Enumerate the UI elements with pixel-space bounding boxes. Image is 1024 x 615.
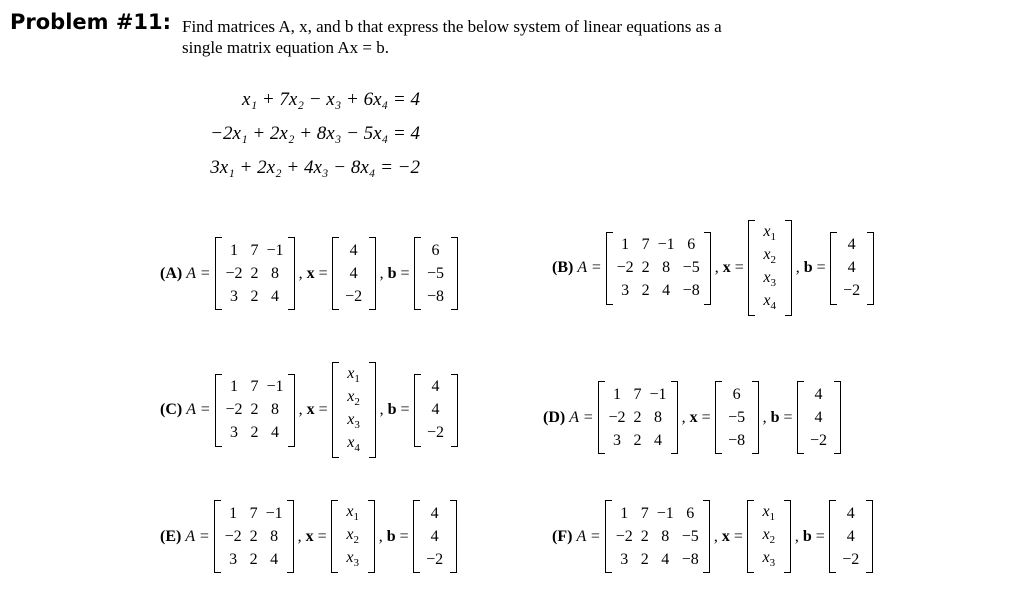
- matrix-entry-text: 1: [620, 504, 629, 522]
- matrix-cell: [679, 234, 704, 257]
- matrix-entry-text: 4: [430, 527, 439, 545]
- matrix-cell: [247, 422, 263, 445]
- matrix-entry-text: −8: [681, 550, 699, 568]
- matrix-entry-text: 2: [640, 527, 649, 545]
- vector-x: [747, 500, 791, 573]
- vector-x: [715, 381, 759, 454]
- comma: ,: [379, 401, 384, 418]
- matrix-entry-text: 1: [621, 236, 630, 253]
- matrix-cell: [263, 285, 288, 308]
- b-symbol: b: [803, 259, 813, 276]
- matrix-cell: [222, 285, 247, 308]
- matrix-entry-text: 8: [661, 527, 670, 545]
- matrix-entry-text: 2: [633, 408, 642, 426]
- matrix-entry-text: −2: [810, 431, 828, 449]
- matrix-cell: [246, 548, 262, 571]
- matrix-a-label: A =: [577, 259, 602, 276]
- matrix-entry-text: −1: [657, 236, 675, 253]
- comma: ,: [762, 408, 767, 426]
- equals-sign: =: [816, 259, 826, 276]
- matrix-entry-text: 2: [640, 550, 649, 568]
- matrix-a: [606, 232, 711, 305]
- matrix-entry-text: 2: [633, 431, 642, 449]
- comma: ,: [794, 527, 799, 545]
- variable-entry: $x_3$: [346, 549, 359, 570]
- vector-cell: [754, 525, 784, 548]
- vector-cell: [421, 262, 451, 285]
- vector-cell: [338, 548, 368, 571]
- matrix-entry-text: 8: [271, 264, 280, 282]
- vector-cell: [421, 285, 451, 308]
- matrix-entry-text: 4: [814, 408, 823, 426]
- matrix-entry-text: −8: [682, 282, 700, 299]
- option-label: (F): [552, 527, 573, 545]
- matrix-entry-text: −1: [266, 241, 284, 259]
- b-symbol: b: [387, 264, 397, 282]
- matrix-cell: [612, 525, 637, 548]
- matrix-cell: [646, 406, 671, 429]
- matrix-entry-text: −2: [615, 527, 633, 545]
- matrix-cell: [613, 234, 638, 257]
- matrix-entry-text: 7: [641, 236, 650, 253]
- matrix-a-label: A =: [569, 408, 594, 426]
- matrix-cell: [246, 525, 262, 548]
- x-symbol: x: [306, 264, 315, 282]
- matrix-a-label: A =: [576, 527, 601, 545]
- matrix-cell: [222, 239, 247, 262]
- problem-prompt: [182, 16, 722, 58]
- matrix-entry-text: 4: [654, 431, 663, 449]
- equals-sign: =: [701, 408, 711, 426]
- option-a[interactable]: [160, 237, 458, 310]
- matrix-entry-text: 2: [250, 424, 259, 441]
- option-d[interactable]: [543, 381, 841, 454]
- matrix-entry-text: 4: [349, 264, 358, 282]
- matrix-entry-text: 3: [230, 287, 239, 305]
- matrix-entry-text: 2: [249, 527, 258, 545]
- vector-cell: [722, 429, 752, 452]
- matrix-cell: [263, 376, 288, 399]
- vector-b: [414, 374, 458, 447]
- matrix-cell: [654, 234, 679, 257]
- matrix-cell: [247, 262, 263, 285]
- matrix-cell: [653, 548, 678, 571]
- matrix-entry-text: −5: [728, 408, 746, 426]
- matrix-entry-text: 2: [641, 282, 650, 299]
- matrix-entry-text: −2: [427, 424, 445, 441]
- vector-cell: [421, 399, 451, 422]
- matrix-cell: [222, 422, 247, 445]
- option-label: (A): [160, 264, 183, 282]
- matrix-cell: [678, 525, 703, 548]
- matrix-entry-text: 7: [640, 504, 649, 522]
- comma: ,: [714, 259, 719, 276]
- vector-cell: [837, 257, 867, 280]
- vector-cell: [836, 525, 866, 548]
- option-f[interactable]: [552, 500, 873, 573]
- matrix-cell: [247, 399, 263, 422]
- matrix-entry-text: 4: [271, 424, 280, 441]
- vector-x: [332, 362, 376, 458]
- matrix-entry-text: 4: [846, 504, 855, 522]
- matrix-cell: [654, 280, 679, 303]
- matrix-entry-text: 4: [271, 287, 280, 305]
- matrix-entry-text: −1: [656, 504, 674, 522]
- matrix-cell: [247, 239, 263, 262]
- matrix-cell: [222, 262, 247, 285]
- x-symbol: x: [305, 527, 314, 545]
- matrix-cell: [678, 548, 703, 571]
- vector-cell: [339, 239, 369, 262]
- vector-cell: [420, 502, 450, 525]
- vector-cell: [339, 433, 369, 456]
- vector-b: [830, 232, 874, 305]
- equation-system: [190, 86, 420, 188]
- matrix-cell: [263, 399, 288, 422]
- matrix-entry-text: −2: [225, 264, 243, 282]
- matrix-a-label: A =: [185, 527, 210, 545]
- prompt-line-2: single matrix equation Ax = b.: [182, 38, 389, 57]
- vector-cell: [421, 239, 451, 262]
- vector-b: [829, 500, 873, 573]
- matrix-entry-text: 4: [847, 236, 856, 253]
- vector-cell: [836, 548, 866, 571]
- option-label: (D): [543, 408, 566, 426]
- equals-sign: =: [400, 264, 410, 282]
- option-c[interactable]: [160, 362, 458, 458]
- vector-x: [748, 220, 792, 316]
- matrix-entry-text: 4: [431, 378, 440, 395]
- x-symbol: x: [689, 408, 698, 426]
- matrix-cell: [637, 525, 653, 548]
- variable-entry: $x_3$: [347, 411, 360, 432]
- matrix-cell: [638, 280, 654, 303]
- equals-sign: =: [317, 527, 327, 545]
- comma: ,: [713, 527, 718, 545]
- matrix-cell: [263, 239, 288, 262]
- matrix-entry-text: −8: [427, 287, 445, 305]
- variable-entry: $x_1$: [346, 503, 359, 524]
- comma: ,: [378, 527, 383, 545]
- matrix-entry-text: −2: [345, 287, 363, 305]
- vector-cell: [837, 234, 867, 257]
- matrix-cell: [222, 399, 247, 422]
- matrix-cell: [612, 548, 637, 571]
- matrix-cell: [221, 502, 246, 525]
- variable-entry: $x_1$: [347, 365, 360, 386]
- matrix-entry-text: 4: [270, 550, 279, 568]
- matrix-entry-text: 1: [230, 378, 239, 395]
- matrix-entry-text: 1: [613, 385, 622, 403]
- matrix-entry-text: −8: [728, 431, 746, 449]
- matrix-entry-text: −2: [608, 408, 626, 426]
- matrix-cell: [262, 548, 287, 571]
- matrix-entry-text: 3: [621, 282, 630, 299]
- matrix-cell: [605, 406, 630, 429]
- vector-cell: [420, 548, 450, 571]
- matrix-entry-text: 4: [661, 550, 670, 568]
- vector-cell: [755, 222, 785, 245]
- variable-entry: $x_1$: [762, 503, 776, 524]
- vector-cell: [420, 525, 450, 548]
- matrix-cell: [646, 383, 671, 406]
- matrix-entry-text: 8: [270, 527, 279, 545]
- matrix-cell: [612, 502, 637, 525]
- matrix-cell: [262, 525, 287, 548]
- vector-cell: [754, 548, 784, 571]
- matrix-entry-text: 7: [250, 378, 259, 395]
- matrix-entry-text: 6: [431, 241, 440, 259]
- equals-sign: =: [318, 401, 328, 418]
- x-symbol: x: [721, 527, 730, 545]
- equals-sign: =: [400, 401, 410, 418]
- matrix-cell: [613, 280, 638, 303]
- matrix-entry-text: 3: [613, 431, 622, 449]
- matrix-cell: [630, 383, 646, 406]
- vector-b: [413, 500, 457, 573]
- matrix-entry-text: 4: [814, 385, 823, 403]
- matrix-cell: [630, 406, 646, 429]
- vector-cell: [339, 262, 369, 285]
- matrix-cell: [263, 422, 288, 445]
- matrix-a: [215, 237, 295, 310]
- vector-cell: [421, 376, 451, 399]
- matrix-entry-text: −2: [225, 401, 243, 418]
- matrix-entry-text: 3: [230, 424, 239, 441]
- b-symbol: b: [386, 527, 396, 545]
- matrix-a: [214, 500, 294, 573]
- vector-cell: [836, 502, 866, 525]
- vector-cell: [804, 429, 834, 452]
- vector-cell: [722, 406, 752, 429]
- matrix-entry-text: 8: [662, 259, 671, 276]
- x-symbol: x: [306, 401, 315, 418]
- matrix-cell: [605, 383, 630, 406]
- matrix-entry-text: 4: [662, 282, 671, 299]
- variable-entry: $x_4$: [763, 292, 777, 313]
- matrix-cell: [679, 257, 704, 280]
- matrix-entry-text: 8: [654, 408, 663, 426]
- vector-cell: [339, 410, 369, 433]
- matrix-entry-text: −2: [426, 550, 444, 568]
- comma: ,: [297, 527, 302, 545]
- matrix-entry-text: 2: [250, 401, 259, 418]
- vector-cell: [755, 291, 785, 314]
- matrix-entry-text: 6: [687, 236, 696, 253]
- variable-entry: $x_3$: [762, 549, 776, 570]
- matrix-entry-text: −2: [843, 282, 861, 299]
- comma: ,: [298, 264, 303, 282]
- matrix-entry-text: 4: [847, 259, 856, 276]
- matrix-cell: [646, 429, 671, 452]
- b-symbol: b: [802, 527, 812, 545]
- equals-sign: =: [734, 259, 744, 276]
- matrix-entry-text: −1: [265, 504, 283, 522]
- matrix-entry-text: −5: [427, 264, 445, 282]
- b-symbol: b: [770, 408, 780, 426]
- equation-2: −2x₁ + 2x₂ + 8x₃ − 5x₄ = 4: [210, 123, 420, 144]
- matrix-entry-text: 2: [641, 259, 650, 276]
- equation-1: x₁ + 7x₂ − x₃ + 6x₄ = 4: [242, 89, 420, 110]
- comma: ,: [379, 264, 384, 282]
- matrix-cell: [630, 429, 646, 452]
- vector-cell: [338, 502, 368, 525]
- matrix-cell: [613, 257, 638, 280]
- matrix-entry-text: 7: [633, 385, 642, 403]
- x-symbol: x: [722, 259, 731, 276]
- matrix-entry-text: 4: [349, 241, 358, 259]
- b-symbol: b: [387, 401, 397, 418]
- matrix-cell: [263, 262, 288, 285]
- problem-title: Problem #11:: [10, 10, 172, 34]
- option-e[interactable]: [160, 500, 457, 573]
- matrix-entry-text: 2: [250, 264, 259, 282]
- variable-entry: $x_4$: [347, 434, 360, 455]
- comma: ,: [795, 259, 800, 276]
- option-label: (E): [160, 527, 182, 545]
- matrix-entry-text: 4: [430, 504, 439, 522]
- matrix-entry-text: 7: [250, 241, 259, 259]
- matrix-cell: [654, 257, 679, 280]
- matrix-entry-text: 1: [229, 504, 238, 522]
- equals-sign: =: [318, 264, 328, 282]
- matrix-entry-text: 2: [249, 550, 258, 568]
- matrix-entry-text: 4: [431, 401, 440, 418]
- comma: ,: [681, 408, 686, 426]
- vector-cell: [339, 285, 369, 308]
- matrix-entry-text: 7: [249, 504, 258, 522]
- option-label: (C): [160, 401, 183, 418]
- vector-cell: [804, 383, 834, 406]
- variable-entry: $x_2$: [346, 526, 359, 547]
- vector-x: [331, 500, 375, 573]
- vector-cell: [804, 406, 834, 429]
- vector-cell: [754, 502, 784, 525]
- vector-x: [332, 237, 376, 310]
- variable-entry: $x_1$: [763, 223, 777, 244]
- matrix-entry-text: −5: [682, 259, 700, 276]
- matrix-entry-text: −2: [224, 527, 242, 545]
- matrix-a-label: A =: [186, 264, 211, 282]
- variable-entry: $x_2$: [347, 388, 360, 409]
- matrix-cell: [262, 502, 287, 525]
- vector-cell: [837, 280, 867, 303]
- comma: ,: [298, 401, 303, 418]
- prompt-line-1: Find matrices A, x, and b that express the below system of linear equations as a: [182, 17, 722, 36]
- matrix-entry-text: 6: [686, 504, 695, 522]
- matrix-entry-text: 1: [230, 241, 239, 259]
- matrix-cell: [638, 234, 654, 257]
- matrix-cell: [637, 502, 653, 525]
- matrix-cell: [653, 502, 678, 525]
- matrix-entry-text: −1: [649, 385, 667, 403]
- matrix-entry-text: −2: [842, 550, 860, 568]
- matrix-cell: [679, 280, 704, 303]
- matrix-cell: [246, 502, 262, 525]
- matrix-entry-text: 3: [620, 550, 629, 568]
- vector-cell: [339, 387, 369, 410]
- matrix-entry-text: 3: [229, 550, 238, 568]
- variable-entry: $x_2$: [763, 246, 777, 267]
- equals-sign: =: [783, 408, 793, 426]
- vector-cell: [755, 245, 785, 268]
- vector-b: [414, 237, 458, 310]
- matrix-cell: [221, 548, 246, 571]
- matrix-a: [598, 381, 678, 454]
- vector-cell: [755, 268, 785, 291]
- equals-sign: =: [815, 527, 825, 545]
- matrix-a: [215, 374, 295, 447]
- matrix-cell: [678, 502, 703, 525]
- matrix-entry-text: 4: [846, 527, 855, 545]
- variable-entry: $x_3$: [763, 269, 777, 290]
- equals-sign: =: [733, 527, 743, 545]
- matrix-entry-text: −5: [681, 527, 699, 545]
- matrix-cell: [637, 548, 653, 571]
- variable-entry: $x_2$: [762, 526, 776, 547]
- matrix-cell: [653, 525, 678, 548]
- matrix-cell: [221, 525, 246, 548]
- matrix-cell: [638, 257, 654, 280]
- matrix-cell: [247, 285, 263, 308]
- option-label: (B): [552, 259, 574, 276]
- matrix-a: [605, 500, 710, 573]
- matrix-entry-text: 2: [250, 287, 259, 305]
- vector-cell: [338, 525, 368, 548]
- vector-cell: [722, 383, 752, 406]
- vector-cell: [421, 422, 451, 445]
- matrix-entry-text: −2: [616, 259, 634, 276]
- matrix-entry-text: 8: [271, 401, 280, 418]
- equals-sign: =: [399, 527, 409, 545]
- matrix-entry-text: −1: [266, 378, 284, 395]
- matrix-cell: [605, 429, 630, 452]
- vector-cell: [339, 364, 369, 387]
- equation-3: 3x₁ + 2x₂ + 4x₃ − 8x₄ = −2: [210, 157, 420, 178]
- matrix-cell: [222, 376, 247, 399]
- matrix-a-label: A =: [186, 401, 211, 418]
- option-b[interactable]: [552, 220, 874, 316]
- matrix-entry-text: 6: [732, 385, 741, 403]
- vector-b: [797, 381, 841, 454]
- matrix-cell: [247, 376, 263, 399]
